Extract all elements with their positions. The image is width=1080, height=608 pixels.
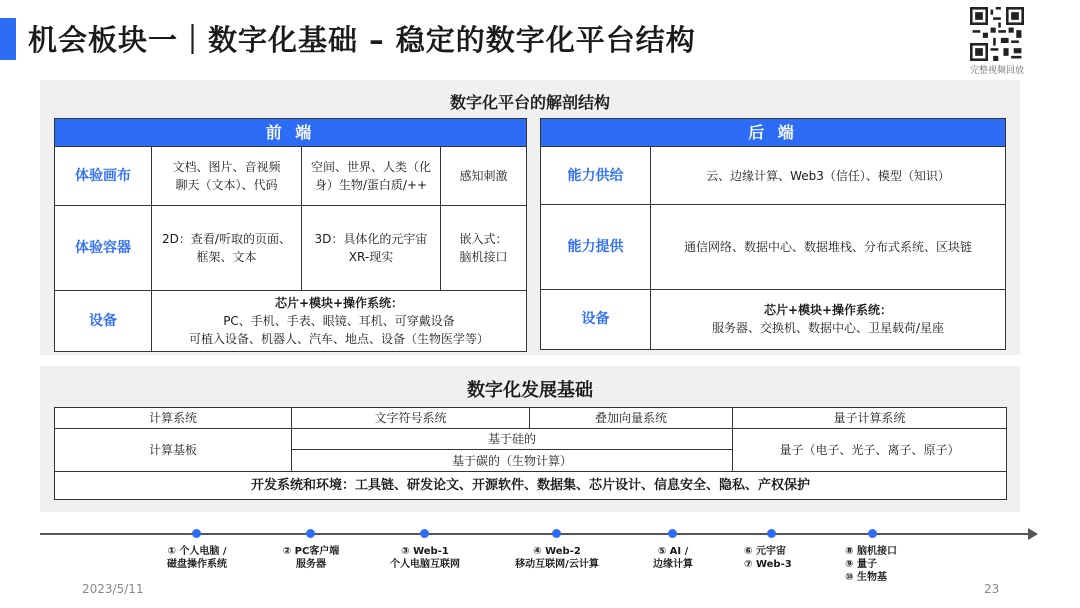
front-end-header: 前 端 (55, 119, 527, 147)
quantum-cell: 量子（电子、光子、离子、原子） (733, 429, 1007, 472)
timeline-label: ② PC客户端 服务器 (282, 546, 340, 570)
front-end-table (54, 118, 527, 352)
timeline-label: ① 个人电脑 / 磁盘操作系统 (167, 546, 227, 570)
arrow-right-icon (1028, 528, 1038, 540)
table-cell: 文档、图片、音视频 聊天（文本）、代码 (152, 147, 302, 206)
device-cell (152, 291, 527, 352)
back-end-header: 后 端 (541, 119, 1006, 147)
foundation-panel-title: 数字化发展基础 (467, 380, 593, 401)
timeline-dot (767, 529, 776, 538)
timeline-axis (40, 533, 1030, 535)
column-header: 文字符号系统 (292, 408, 530, 429)
device-title: 芯片+模块+操作系统： (274, 296, 404, 311)
table-cell: 通信网络、数据中心、数据堆栈、分布式系统、区块链 (651, 205, 1006, 289)
timeline-label: ④ Web-2 移动互联网/云计算 (515, 546, 599, 570)
timeline-dot (868, 529, 877, 538)
column-header: 计算系统 (55, 408, 292, 429)
accent-bar (0, 18, 16, 60)
qr-code-icon[interactable] (970, 7, 1024, 61)
device-cell (651, 289, 1006, 349)
column-header: 叠加向量系统 (530, 408, 733, 429)
timeline-label: ⑧ 脑机接口 ⑨ 量子 ⑩ 生物基 (845, 546, 897, 583)
timeline-dot (668, 529, 677, 538)
timeline-dot (552, 529, 561, 538)
compute-board-cell: 计算基板 (55, 429, 292, 472)
page-title: 机会板块一｜数字化基础 – 稳定的数字化平台结构 (28, 23, 696, 57)
table-cell: 2D：查看/听取的页面、 框架、文本 (152, 206, 302, 291)
dev-env-cell: 开发系统和环境：工具链、研发论文、开源软件、数据集、芯片设计、信息安全、隐私、产权保护 (55, 472, 1007, 500)
row-label: 能力供给 (541, 147, 651, 205)
timeline-label: ⑥ 元宇宙 ⑦ Web-3 (744, 546, 792, 570)
timeline-dot (420, 529, 429, 538)
table-cell: 嵌入式： 脑机接口 (441, 206, 527, 291)
timeline-dot (306, 529, 315, 538)
platform-panel-title: 数字化平台的解剖结构 (449, 93, 610, 112)
table-cell: 云、边缘计算、Web3（信任）、模型（知识） (651, 147, 1006, 205)
row-label: 体验容器 (55, 206, 152, 291)
table-cell: 感知刺激 (441, 147, 527, 206)
page-number: 23 (984, 582, 1000, 596)
device-lines: PC、手机、手表、眼镜、耳机、可穿戴设备 可植入设备、机器人、汽车、地点、设备（生物医学等） (189, 314, 490, 347)
back-end-table (540, 118, 1006, 350)
device-title: 芯片+模块+操作系统： (763, 303, 893, 318)
timeline-dot (192, 529, 201, 538)
row-label: 能力提供 (541, 205, 651, 289)
qr-caption: 完整视频回放 (969, 66, 1024, 76)
device-lines: 服务器、交换机、数据中心、卫星载荷/星座 (711, 321, 945, 336)
column-header: 量子计算系统 (733, 408, 1007, 429)
foundation-table (54, 407, 1007, 500)
timeline-label: ⑤ AI / 边缘计算 (653, 546, 693, 570)
table-cell: 空间、世界、人类（化 身）生物/蛋白质/++ (302, 147, 441, 206)
row-label: 设备 (55, 291, 152, 352)
timeline-label: ③ Web-1 个人电脑互联网 (390, 546, 460, 570)
table-cell: 3D：具体化的元宇宙 XR-现实 (302, 206, 441, 291)
slide-date: 2023/5/11 (82, 582, 144, 596)
row-label: 设备 (541, 289, 651, 349)
carbon-cell: 基于碳的（生物计算） (292, 450, 733, 472)
row-label: 体验画布 (55, 147, 152, 206)
silicon-cell: 基于硅的 (292, 429, 733, 450)
